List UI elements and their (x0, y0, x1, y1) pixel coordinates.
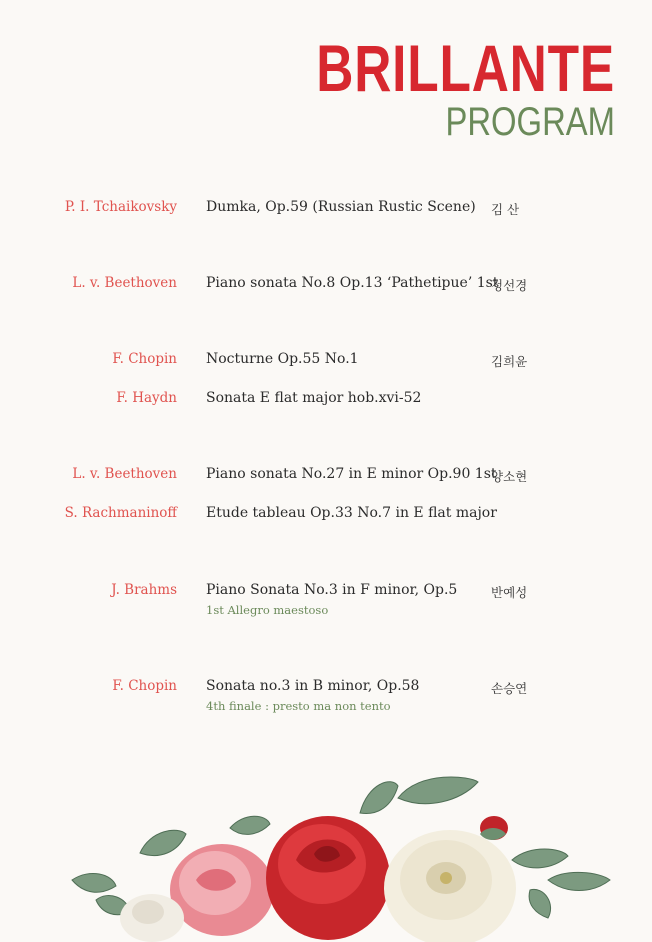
piece-title: Piano sonata No.8 Op.13 ‘Pathetipue’ 1st (206, 275, 499, 291)
program-item (0, 351, 652, 373)
piece-title: Piano Sonata No.3 in F minor, Op.5 (206, 582, 458, 598)
movement-subtitle: 1st Allegro maestoso (206, 603, 329, 617)
composer-name: F. Chopin (112, 351, 177, 367)
composer-name: L. v. Beethoven (72, 275, 177, 291)
composer-name: J. Brahms (111, 582, 177, 598)
program-item (0, 505, 652, 527)
movement-subtitle: 4th finale : presto ma non tento (206, 699, 391, 713)
piece-title: Nocturne Op.55 No.1 (206, 351, 359, 367)
piece-title: Sonata no.3 in B minor, Op.58 (206, 678, 420, 694)
red-rose-icon (266, 816, 390, 940)
rose-bouquet-icon (0, 768, 652, 942)
piece-title: Sonata E flat major hob.xvi-52 (206, 390, 422, 406)
pink-rose-icon (170, 844, 274, 936)
performer-name: 반예성 (491, 585, 528, 600)
rose-bud-icon (480, 816, 508, 840)
program-item (0, 390, 652, 412)
cream-peony-icon (384, 830, 516, 942)
program-item (0, 199, 652, 221)
composer-name: P. I. Tchaikovsky (64, 199, 177, 215)
piece-title: Etude tableau Op.33 No.7 in E flat major (206, 505, 497, 521)
performer-name: 양소현 (491, 469, 528, 484)
performer-name: 정선경 (491, 278, 528, 293)
page-title: BRILLANTE (316, 31, 615, 105)
performer-name: 김희윤 (491, 354, 528, 369)
program-item (0, 466, 652, 488)
composer-name: F. Haydn (116, 390, 177, 406)
piece-title: Dumka, Op.59 (Russian Rustic Scene) (206, 199, 476, 215)
program-item (0, 678, 652, 722)
performer-name: 김 산 (491, 202, 520, 217)
performer-name: 손승연 (491, 681, 528, 696)
program-item (0, 582, 652, 626)
program-item (0, 275, 652, 297)
composer-name: S. Rachmaninoff (64, 505, 177, 521)
white-rose-icon (120, 894, 184, 942)
composer-name: L. v. Beethoven (72, 466, 177, 482)
page-subtitle: PROGRAM (445, 100, 615, 144)
piece-title: Piano sonata No.27 in E minor Op.90 1st (206, 466, 497, 482)
header (232, 32, 615, 142)
composer-name: F. Chopin (112, 678, 177, 694)
